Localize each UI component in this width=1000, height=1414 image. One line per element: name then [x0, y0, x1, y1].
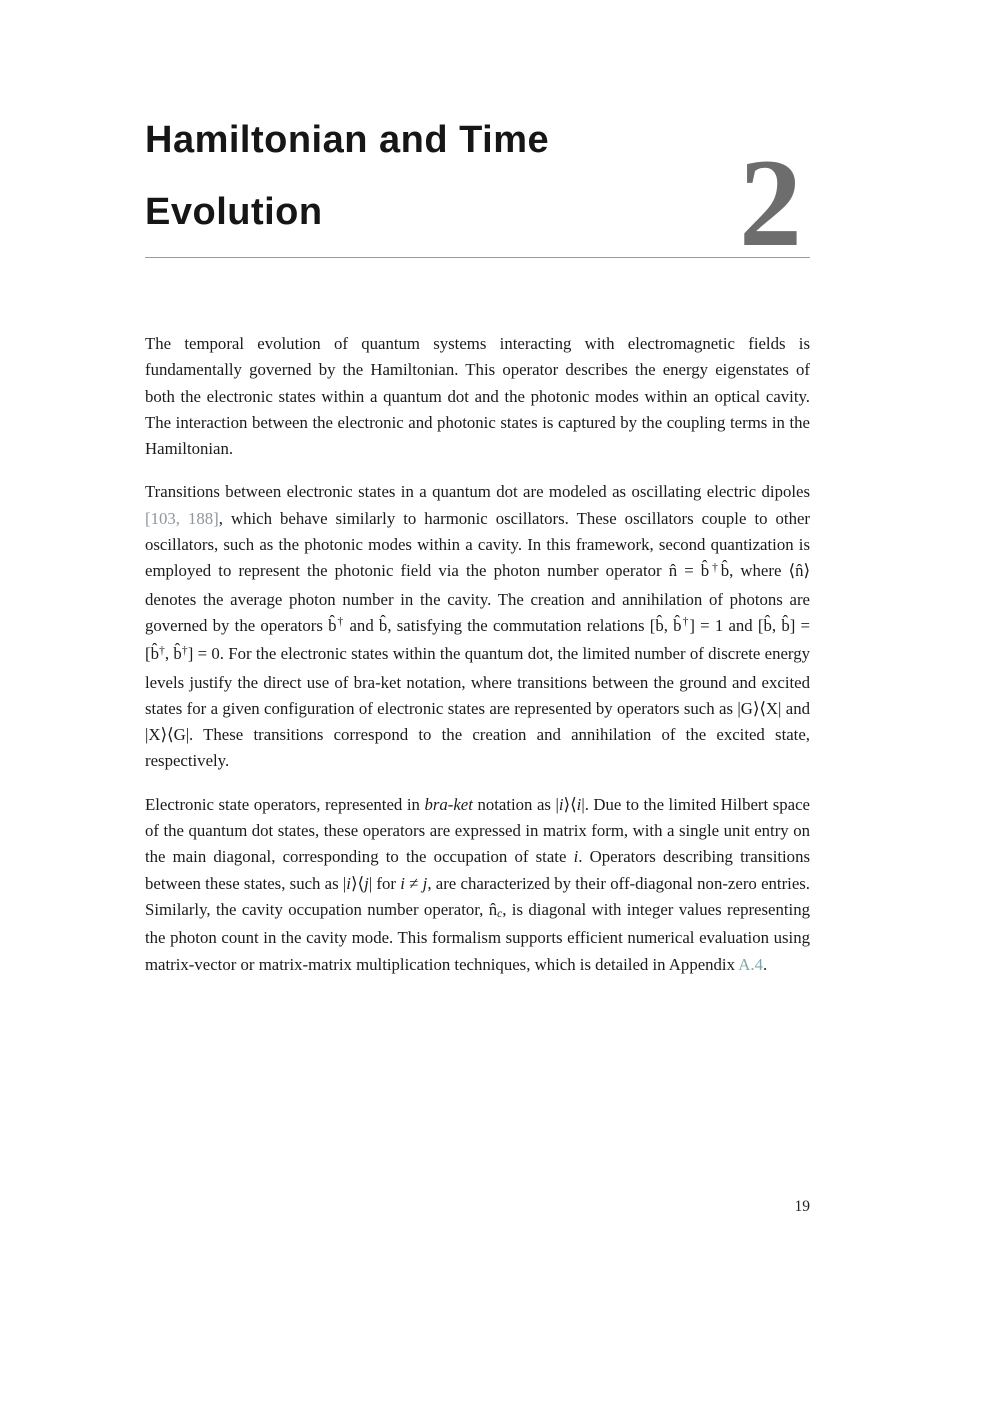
chapter-title-line1: Hamiltonian and Time: [145, 119, 550, 161]
body-paragraphs: [145, 331, 810, 995]
text-segment: †: [336, 616, 345, 629]
chapter-title: [145, 104, 705, 248]
paragraph: [145, 479, 810, 774]
text-segment: , are characterized by their off-diagonal non-zero entries. Similarly, the cavity occupation number operator, n̂: [145, 873, 810, 919]
chapter-number: 2: [739, 134, 802, 273]
page-number: 19: [794, 1198, 810, 1215]
text-segment: †: [158, 644, 165, 657]
cross-reference-link[interactable]: A.4: [738, 954, 763, 974]
text-segment: b̂, where ⟨n̂⟩ denotes the average photon number in the cavity. The creation and annihilation of photons are governed by the operators b̂: [145, 561, 811, 635]
text-segment: i: [558, 794, 564, 814]
text-segment: ] = 1 and [b̂, b̂] = [b̂: [145, 615, 811, 664]
text-segment: bra-ket: [424, 794, 473, 814]
chapter-rule: [145, 257, 810, 258]
text-segment: †: [709, 561, 721, 574]
text-segment: i: [400, 873, 405, 893]
text-segment: The temporal evolution of quantum systems interacting with electromagnetic fields is fundamentally governed by the Hamiltonian. This operator describes the energy eigenstates of both the electronic states within a quantum dot and the photonic modes within an optical cavity. The interaction between the electronic and photonic states is captured by the coupling terms in the Hamiltonian.: [145, 334, 810, 459]
text-segment: , b̂: [164, 644, 182, 664]
text-segment: ≠: [404, 873, 423, 893]
text-segment: . Operators describing transitions between these states, such as |: [145, 847, 810, 893]
citation-link[interactable]: [103, 188]: [145, 508, 219, 528]
text-segment: , which behave similarly to harmonic oscillators. These oscillators couple to other oscillators, such as the photonic modes within a cavity. In this framework, second quantization is employed to represent the photonic field via the photon number operator n̂ = b̂: [145, 508, 810, 581]
text-segment: i: [573, 847, 579, 867]
text-segment: ⟩⟨: [563, 794, 577, 814]
paragraph: [145, 792, 810, 978]
text-segment: ⟩⟨: [350, 873, 365, 893]
paragraph: [145, 331, 810, 462]
chapter-title-line2: Evolution: [145, 191, 323, 233]
text-segment: j: [364, 873, 369, 893]
text-segment: notation as |: [472, 794, 559, 814]
text-segment: Electronic state operators, represented in: [145, 794, 425, 814]
text-segment: j: [422, 873, 428, 893]
text-segment: |. Due to the limited Hilbert space of the quantum dot states, these operators are expressed in matrix form, with a single unit entry on the main diagonal, corresponding to the occupation of state: [145, 794, 810, 867]
text-segment: and b̂, satisfying the commutation relations [b̂, b̂: [344, 615, 682, 635]
text-segment: | for: [368, 873, 401, 893]
text-segment: †: [181, 644, 188, 657]
text-segment: , is diagonal with integer values representing the photon count in the cavity mode. This formalism supports efficient numerical evaluation using matrix-vector or matrix-matrix multiplication techniques, which is detailed in Appendix: [145, 899, 810, 974]
text-segment: .: [762, 954, 768, 974]
text-segment: i: [576, 794, 582, 814]
text-segment: Transitions between electronic states in a quantum dot are modeled as oscillating electric dipoles: [145, 482, 810, 502]
text-segment: i: [346, 873, 351, 893]
text-segment: c: [497, 907, 503, 920]
text-segment: †: [681, 616, 690, 629]
text-segment: ] = 0. For the electronic states within the quantum dot, the limited number of discrete energy levels justify the direct use of bra-ket notation, where transitions between the ground and excited states for a given configuration of electronic states are represented by operators such as |G⟩⟨X| and |X⟩⟨G|. These transitions correspond to the creation and annihilation of the excited state, respectively.: [145, 644, 810, 771]
